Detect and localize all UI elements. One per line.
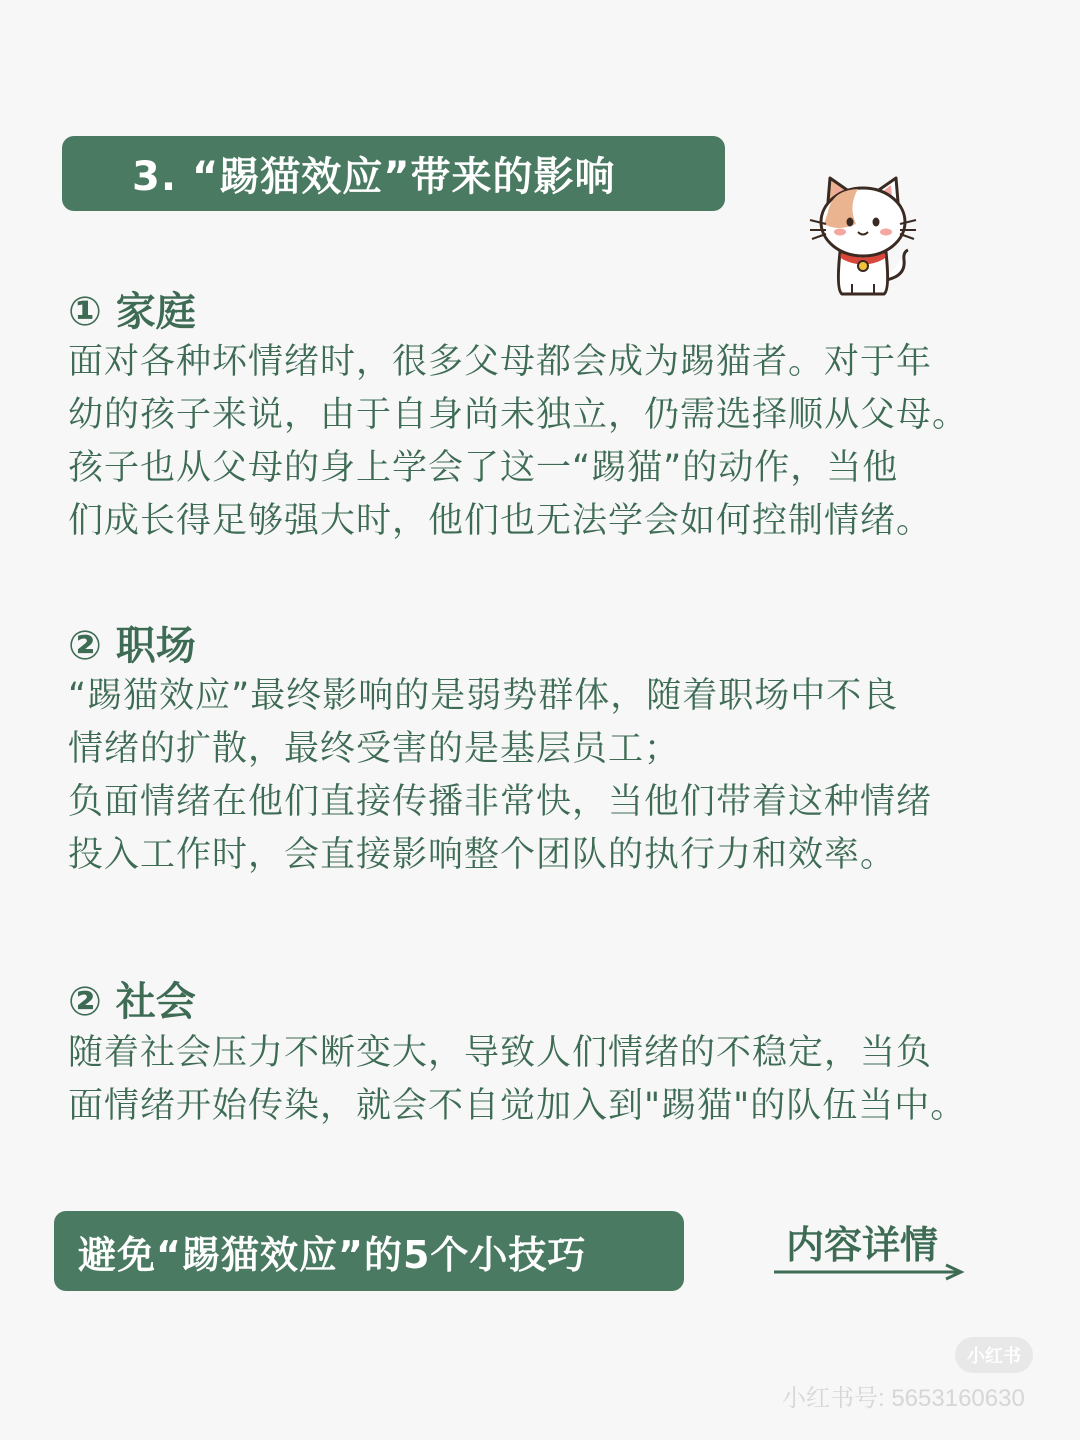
section-heading-society: ② 社会 — [68, 979, 196, 1025]
section-body-society: 随着社会压力不断变大，导致人们情绪的不稳定，当负 面情绪开始传染，就会不自觉加入到"踢猫"的队伍当中。 — [68, 1033, 967, 1126]
tips-banner-text: 避免“踢猫效应”的5个小技巧 — [78, 1232, 587, 1277]
arrow-right-icon[interactable] — [772, 1262, 968, 1282]
cat-mascot-icon — [808, 172, 918, 297]
title-banner-text: 3. “踢猫效应”带来的影响 — [132, 154, 616, 200]
tips-banner — [54, 1211, 684, 1291]
section-heading-workplace: ② 职场 — [68, 623, 196, 669]
section-body-workplace: “踢猫效应”最终影响的是弱势群体，随着职场中不良 情绪的扩散，最终受害的是基层员工； 负面情绪在他们直接传播非常快，当他们带着这种情绪 投入工作时，会直接影响整个团队的执行力和效率。 — [68, 676, 933, 875]
watermark-id: 小红书号: 5653160630 — [782, 1385, 1025, 1412]
section-body-family: 面对各种坏情绪时，很多父母都会成为踢猫者。对于年 幼的孩子来说，由于自身尚未独立，仍需选择顺从父母。 孩子也从父母的身上学会了这一“踢猫”的动作，当他 们成长得足够强大时，他们也无法学会如何控制情绪。 — [68, 342, 969, 541]
watermark-logo: 小红书 — [955, 1337, 1033, 1373]
details-link[interactable]: 内容详情 — [786, 1223, 939, 1267]
section-heading-family: ① 家庭 — [68, 289, 196, 335]
title-banner — [62, 136, 725, 211]
